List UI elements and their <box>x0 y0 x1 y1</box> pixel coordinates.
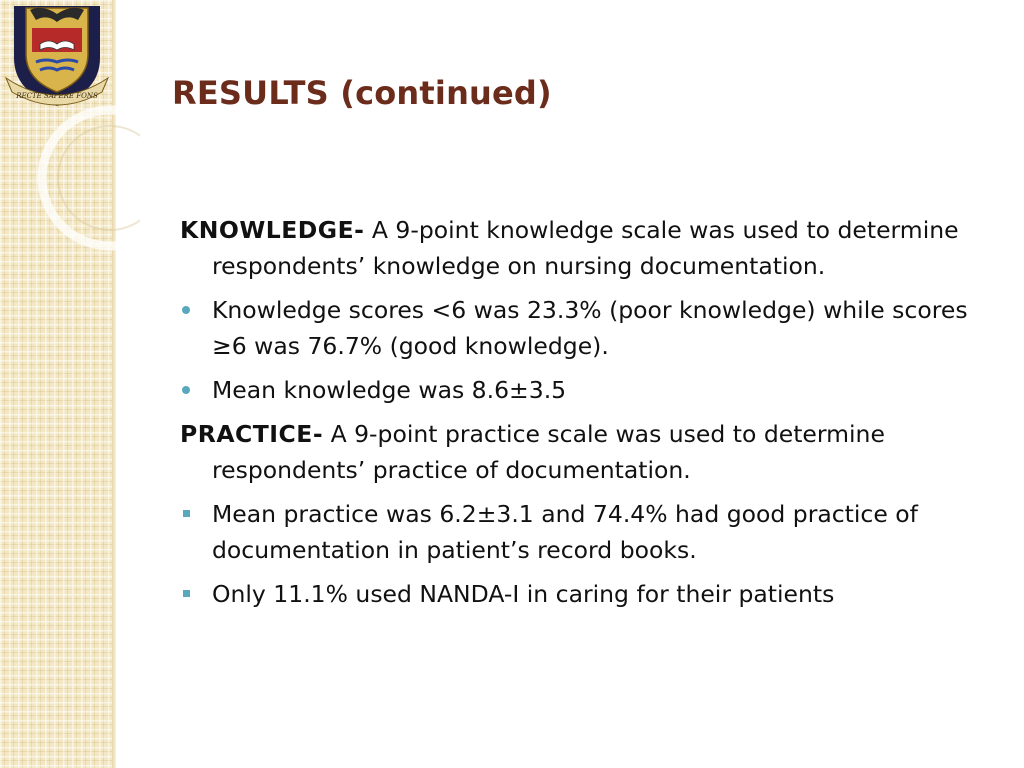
knowledge-bullet <box>180 372 1000 408</box>
slide-content <box>180 212 1000 620</box>
practice-paragraph <box>180 416 1000 488</box>
knowledge-heading: KNOWLEDGE- <box>180 216 365 244</box>
knowledge-paragraph <box>180 212 1000 284</box>
practice-text: A 9-point practice scale was used to determine respondents’ practice of documentation. <box>212 420 885 484</box>
bullet-dot-icon <box>182 306 190 314</box>
practice-bullet <box>180 496 1000 568</box>
knowledge-bullet-text: Mean knowledge was 8.6±3.5 <box>212 376 567 404</box>
practice-bullet <box>180 576 1000 612</box>
university-logo <box>2 0 112 110</box>
slide-title: RESULTS (continued) <box>172 74 552 112</box>
practice-bullet-text: Mean practice was 6.2±3.1 and 74.4% had good practice of documentation in patient’s record books. <box>212 500 918 564</box>
bullet-square-icon <box>183 510 190 517</box>
logo-motto: RECTE SAPERE FONS <box>16 92 98 100</box>
practice-bullet-text: Only 11.1% used NANDA-I in caring for their patients <box>212 580 835 608</box>
knowledge-text: A 9-point knowledge scale was used to determine respondents’ knowledge on nursing documentation. <box>212 216 959 280</box>
knowledge-bullet-text: Knowledge scores <6 was 23.3% (poor knowledge) while scores ≥6 was 76.7% (good knowledge). <box>212 296 968 360</box>
bullet-dot-icon <box>182 386 190 394</box>
practice-heading: PRACTICE- <box>180 420 324 448</box>
knowledge-bullet <box>180 292 1000 364</box>
bullet-square-icon <box>183 590 190 597</box>
